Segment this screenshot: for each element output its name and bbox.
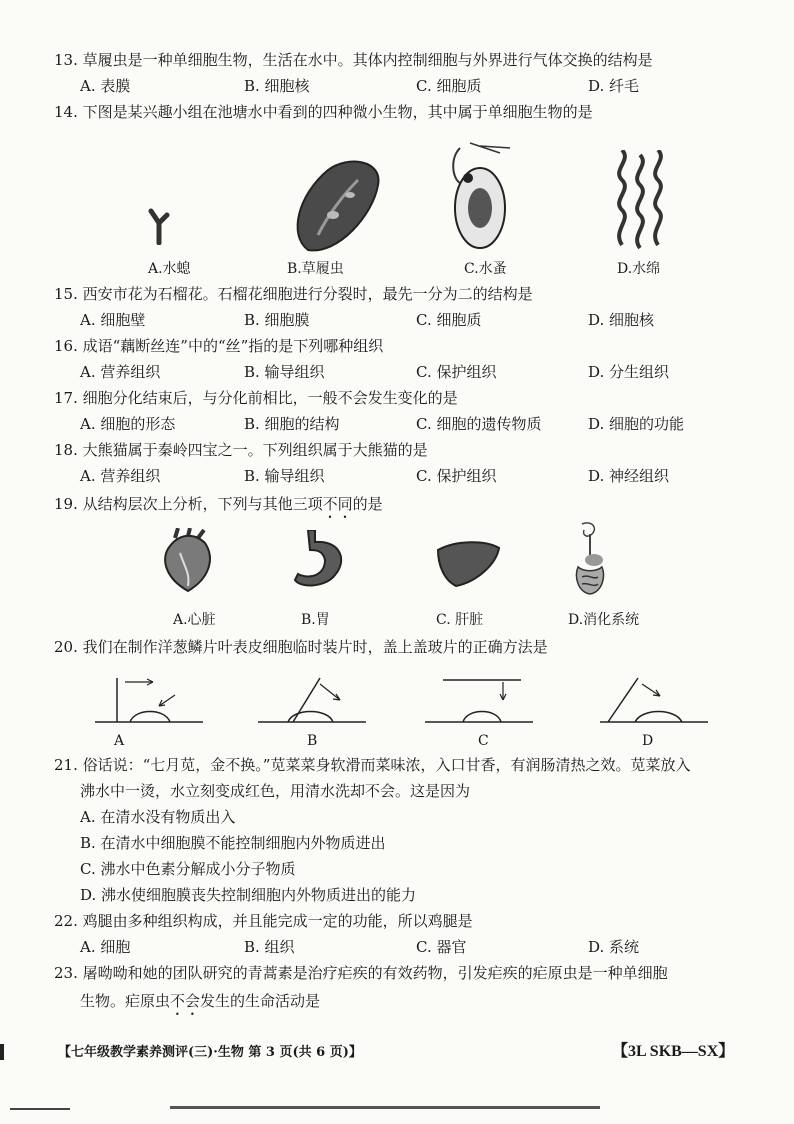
q14-caption-c: C.水蚤 — [464, 261, 507, 277]
q13-option-d: D. 纤毛 — [588, 77, 640, 95]
q14-caption-b: B.草履虫 — [287, 261, 344, 277]
scan-edge-mark — [0, 1044, 4, 1060]
q21-stem-line1: 21. 俗话说：“七月苋，金不换。”苋菜菜身软滑而菜味浓，入口甘香，有润肠清热之效。苋菜放入 — [54, 756, 691, 774]
q18-stem: 18. 大熊猫属于秦岭四宝之一。下列组织属于大熊猫的是 — [54, 441, 428, 459]
q21-option-d: D. 沸水使细胞膜丧失控制细胞内外物质进出的能力 — [80, 886, 417, 904]
q19-stem: 19. 从结构层次上分析，下列与其他三项不同的是 — [54, 495, 383, 513]
q21-option-c: C. 沸水中色素分解成小分子物质 — [80, 860, 296, 878]
stomach-image — [290, 530, 350, 590]
q22-option-a: A. 细胞 — [80, 938, 131, 956]
q23-stem-line2: 生物。疟原虫不会发生的生命活动是 — [80, 992, 321, 1010]
q17-option-a: A. 细胞的形态 — [80, 415, 176, 433]
coverslip-method-d-diagram — [600, 670, 710, 725]
paramecium-image — [288, 155, 388, 260]
q20-caption-a: A — [114, 733, 125, 749]
liver-image — [436, 540, 501, 588]
q19-caption-d: D.消化系统 — [568, 612, 640, 628]
q20-caption-b: B — [307, 733, 318, 749]
coverslip-method-c-diagram — [425, 670, 535, 725]
q17-option-b: B. 细胞的结构 — [244, 415, 340, 433]
q23-stem-line1: 23. 屠呦呦和她的团队研究的青蒿素是治疗疟疾的有效药物，引发疟疾的疟原虫是一种单细胞 — [54, 964, 668, 982]
q13-stem: 13. 草履虫是一种单细胞生物，生活在水中。其体内控制细胞与外界进行气体交换的结构是 — [54, 51, 653, 69]
q17-option-c: C. 细胞的遗传物质 — [416, 415, 542, 433]
q16-stem: 16. 成语“藕断丝连”中的“丝”指的是下列哪种组织 — [54, 337, 384, 355]
q16-option-d: D. 分生组织 — [588, 363, 670, 381]
scan-bottom-stroke-right — [170, 1106, 600, 1109]
q14-caption-d: D.水绵 — [617, 261, 661, 277]
scan-bottom-stroke-left — [10, 1108, 70, 1110]
q22-option-d: D. 系统 — [588, 938, 640, 956]
q22-option-c: C. 器官 — [416, 938, 467, 956]
q14-stem: 14. 下图是某兴趣小组在池塘水中看到的四种微小生物，其中属于单细胞生物的是 — [54, 103, 593, 121]
q21-stem-line2: 沸水中一烫，水立刻变成红色，用清水洗却不会。这是因为 — [80, 782, 471, 800]
footer-page-info: 【七年级教学素养测评(三)·生物 第 3 页(共 6 页)】 — [58, 1045, 362, 1060]
q16-option-b: B. 输导组织 — [244, 363, 325, 381]
q22-option-b: B. 组织 — [244, 938, 295, 956]
q19-caption-c: C. 肝脏 — [436, 612, 484, 628]
q16-option-c: C. 保护组织 — [416, 363, 497, 381]
q15-option-a: A. 细胞壁 — [80, 311, 146, 329]
coverslip-method-b-diagram — [258, 670, 368, 725]
q20-caption-c: C — [478, 733, 489, 749]
q14-caption-a: A.水螅 — [148, 261, 191, 277]
q18-option-a: A. 营养组织 — [80, 467, 161, 485]
q16-option-a: A. 营养组织 — [80, 363, 161, 381]
q20-stem: 20. 我们在制作洋葱鳞片叶表皮细胞临时装片时，盖上盖玻片的正确方法是 — [54, 638, 548, 656]
q17-stem: 17. 细胞分化结束后，与分化前相比，一般不会发生变化的是 — [54, 389, 458, 407]
q18-option-c: C. 保护组织 — [416, 467, 497, 485]
q21-option-a: A. 在清水没有物质出入 — [80, 808, 236, 826]
q18-option-b: B. 输导组织 — [244, 467, 325, 485]
water-flea-image — [440, 138, 520, 258]
q19-caption-b: B.胃 — [301, 612, 330, 628]
heart-image — [160, 528, 215, 593]
q13-option-b: B. 细胞核 — [244, 77, 310, 95]
q18-option-d: D. 神经组织 — [588, 467, 670, 485]
hydra-image — [145, 205, 175, 245]
q22-stem: 22. 鸡腿由多种组织构成，并且能完成一定的功能，所以鸡腿是 — [54, 912, 473, 930]
q15-stem: 15. 西安市花为石榴花。石榴花细胞进行分裂时，最先一分为二的结构是 — [54, 285, 533, 303]
q20-caption-d: D — [642, 733, 654, 749]
q13-option-c: C. 细胞质 — [416, 77, 482, 95]
digestive-system-image — [570, 522, 610, 597]
q17-option-d: D. 细胞的功能 — [588, 415, 685, 433]
coverslip-method-a-diagram — [95, 670, 205, 725]
q15-option-b: B. 细胞膜 — [244, 311, 310, 329]
q13-option-a: A. 表膜 — [80, 77, 131, 95]
footer-exam-code: 【3L SKB—SX】 — [612, 1043, 735, 1060]
spirogyra-image — [612, 150, 672, 250]
q19-caption-a: A.心脏 — [173, 612, 216, 628]
q21-option-b: B. 在清水中细胞膜不能控制细胞内外物质进出 — [80, 834, 386, 852]
q15-option-d: D. 细胞核 — [588, 311, 655, 329]
q15-option-c: C. 细胞质 — [416, 311, 482, 329]
